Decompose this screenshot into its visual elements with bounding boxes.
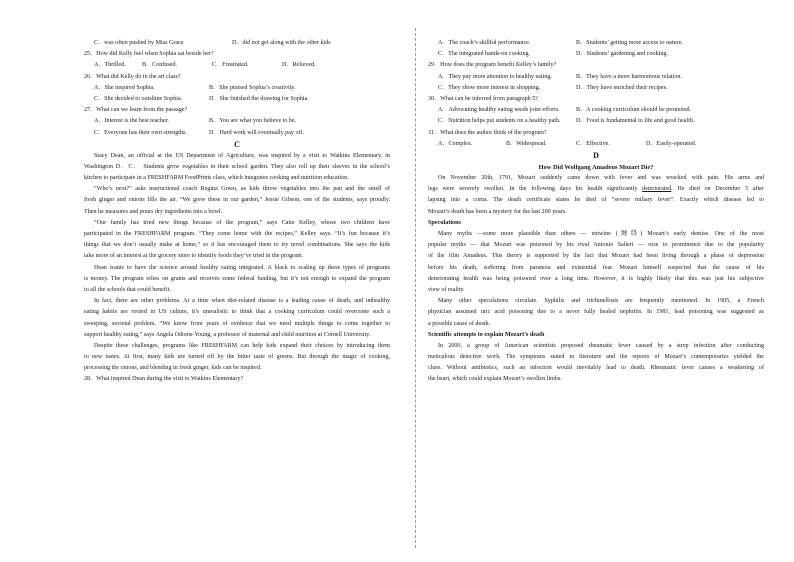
q29-option-d: D．They have enriched their recipes. [576,84,668,91]
q30-option-c: C．Nutrition helps put students on a healthy path. [438,118,561,125]
q30-option-b: B．A cooking curriculum should be promoted. [576,107,692,114]
q30-options-cd [428,116,764,127]
q25-option-c: C．Frustrated. [212,62,249,69]
q29-stem: 29．How does the program benefit Kelley’s family? [428,62,557,69]
passage-d-line: deteriorating health was being poisoned over a long time. However, it is highly likely that this was just his subjective [428,275,764,282]
q29-options-cd [428,83,764,94]
q29-option-a: A．They pay more attention to healthy eating. [438,73,552,80]
passage-c-line: sweeping, societal problem. “We know from years of evidence that we need multiple things to come together to [84,320,390,327]
section-d-heading: D [593,150,599,160]
passage-c-line: support healthy eating,” says Angela Odoms-Young, a professor of maternal and child nutrition at Cornell University. [84,331,371,338]
passage-d-line [428,184,764,195]
passage-d-line: Many myths —some more plausible than others — entwine (缠绕) Mozart’s early demise. One of the most [438,231,764,237]
passage-c-line: Despite these challenges, programs like FRESHFARM can help kids expand their choices by introducing them [94,342,390,349]
q27-option-c: C．Everyone has their own strengths. [94,129,187,136]
q29-option-c: C．They show more interest in shopping. [438,84,541,91]
passage-c-line: eating habits are rooted in US culture, it’s unrealistic to think that a cooking curriculum could overcome such a [84,309,390,316]
passage-c-line: fresh ginger and onions fills the air. “We grew these in our garden,” Jessie Gibson, one of the students, says proudly. [84,197,390,204]
q28-option-d: D．Students’ gardening and cooking. [576,51,668,58]
q28-stem: 28．What inspired Dean during the visit to Watkins Elementary? [84,376,244,383]
passage-c-line: Washington D．C． Students grow vegetables in their school garden. They also roll up their sleeves in the school’s [84,163,390,170]
q25-options [84,60,390,71]
passage-d-line: popular myths — that Mozart was poisoned by his rival Antonio Salieri — rose to prominence due to the popularity [428,242,764,249]
passage-c-line: “Our family has tried new things because of the program,” says Catie Kelley, whose two children have [94,219,390,226]
q24-options-cd [84,38,390,49]
q31-option-d: D．Easily-operated. [646,140,697,147]
q28-option-b: B．Students’ getting more access to nature. [576,40,683,46]
passage-c-line: Then he measures and pours dry ingredients into a bowl. [84,208,223,215]
left-column [84,38,390,386]
q27-option-d: D．Hard work will eventually pay off. [209,129,304,136]
q30-option-a: A．Advocating healthy eating needs joint efforts. [438,107,560,114]
passage-c-line: kitchen to participate in a FRESHFARM FoodPrints class, which integrates cooking and nutrition education. [84,175,349,182]
q25-option-b: B．Confused. [142,62,178,69]
q27-option-b: B．You are what you believe to be. [209,118,297,125]
passage-d-line: clues. Without antibiotics, such an infection would inevitably lead to death. Rheumatic fever causes a weakening of [428,365,764,372]
passage-d-line: lapsing into a coma. The death certificate states he died of “severe miliary fever”. Exactly which disease led to [428,197,764,204]
q26-option-b: B．She praised Sophia’s creativity. [209,84,296,91]
passage-c-line: “Who’s next?” asks instructional coach Regina Green, as kids throw vegetables into the pan and the smell of [94,186,390,193]
passage-c-line: to new tastes. At first, many kids are turned off by the bitter taste of greens. But through the magic of cooking, [84,354,390,361]
q30-options-ab [428,105,764,116]
subheading-scientific-attempts: Scientific attempts to explain Mozart’s death [428,331,545,338]
passage-d-line: of the film Amadeus. This theory is supported by the fact that Mozart had been living through a phase of depression [428,253,764,260]
q26-option-d: D．She finished the drawing for Sophia. [209,95,309,102]
column-divider [415,28,416,548]
passage-d-line: a possible cause of death. [428,320,491,327]
passage-d-line: meticulous detective work. The symptoms stated in literature and the reports of Mozart’s contemporaries yielded the [428,354,764,361]
q25-option-d: D．Relieved. [282,62,316,69]
passage-d-line: Many other speculations circulate. Syphilis and trichinellosis are frequently mentioned. In 1905, a French [438,298,764,305]
q26-option-a: A．She inspired Sophia. [94,84,155,91]
right-column [428,38,764,386]
q26-options-cd [84,94,390,105]
passage-d-line: physician assumed uric acid poisoning due to a never fully healed nephritis. In 1981, lead poisoning was suggested as [428,309,764,316]
q27-stem: 27．What can we learn from the passage? [84,107,188,114]
q31-stem: 31．What does the author think of the program? [428,129,547,136]
q28-option-c: C．The integrated hands-on cooking. [438,51,531,58]
passage-d-line: view of reality. [428,286,465,293]
q27-option-a: A．Interest is the best teacher. [94,118,169,125]
q26-stem: 26．What did Kelly do in the art class? [84,73,181,80]
q26-option-c: C．She decided to outshine Sophia. [94,95,183,102]
q31-option-a: A．Complex. [438,140,473,147]
underlined-word: deteriorated [642,186,672,193]
q29-options-ab [428,72,764,83]
passage-d-text: legs were severely swollen. In the following days his health significantly [428,186,643,193]
passage-c-line: take more of an interest at the grocery store to identify foods they’ve tried in the program. [84,253,304,260]
q28-options-ab [428,38,764,49]
passage-c-line: processing the onions, and blending in fresh ginger, kids can be inspired. [84,365,262,372]
q25-option-a: A．Thrilled. [94,62,126,69]
passage-d-line: the heart, which could explain Mozart’s swollen limbs. [428,376,562,383]
q28-option-a: A．The coach’s skillful performance. [438,40,531,46]
q28-options-cd [428,49,764,60]
q25-stem: 25．How did Kelly feel when Sophia sat beside her? [84,51,214,58]
q31-option-b: B．Widespread. [506,140,547,147]
subheading-speculations: Speculations [428,219,461,226]
q30-stem: 30．What can be inferred from paragraph 5? [428,95,538,102]
passage-d-text: . He died on December 5 after [671,186,764,193]
passage-d-line: Mozart’s death has been a mystery for the last 200 years. [428,208,567,215]
q31-option-c: C．Effective. [576,140,610,147]
q30-option-d: D．Food is fundamental to life and good health. [576,118,695,125]
passage-d-title: How Did Wolfgang Amadeus Mozart Die? [538,163,654,171]
q27-options-ab [84,116,390,127]
passage-c-line: things that we don’t usually make at home,” so it has encouraged them to try novel combinations. She says the kids [84,242,390,249]
q29-option-b: B．They have a more harmonious relation. [576,73,682,80]
passage-c-line: is money. The program relies on grants and receives some federal funding, but it’s not enough to expand the program [84,275,390,282]
passage-d-line: before his death, suffering from paranoia and existential fear. Mozart himself suspected that the cause of his [428,264,764,271]
q31-options [428,139,764,150]
q24-option-c: C．was often pushed by Miss Grace [94,40,184,46]
q24-option-d: D．did not get along with the other kids [232,40,331,46]
passage-c-line: Stacy Dean, an official at the US Department of Agriculture, was inspired by a visit to Watkins Elementary, in [94,152,390,159]
q26-options-ab [84,83,390,94]
passage-d-line: In 2000, a group of American scientists proposed rheumatic fever caused by a strep infection after conducting [438,342,764,349]
passage-d-line: On November 20th, 1791, Mozart suddenly came down with fever and was wracked with pain. His arms and [438,175,764,182]
q27-options-cd [84,128,390,139]
passage-c-line: participated in the FRESHFARM program. “They come home with the recipes,” Kelley says. “It’s fun because it’s [84,231,390,237]
passage-c-line: Dean wants to have the science around healthy eating integrated. A black to scaling up these types of programs [94,264,390,271]
passage-c-line: In fact, there are other problems. At a time when diet-related disease is a leading cause of death, and unhealthy [94,298,390,305]
section-c-heading: C [234,139,240,149]
passage-c-line: to all the schools that could benefit. [84,286,171,293]
